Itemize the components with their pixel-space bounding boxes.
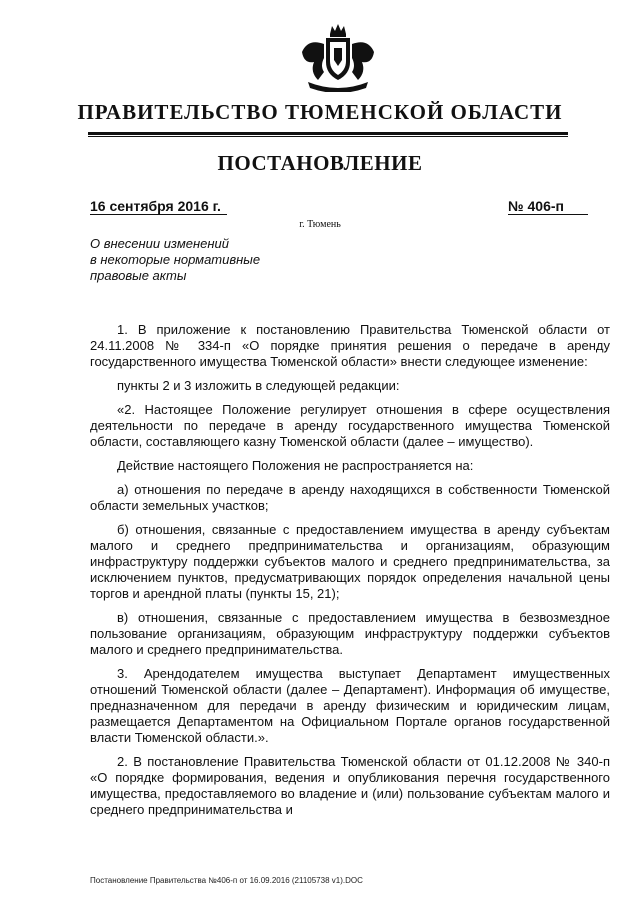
header-rule-thick: [88, 132, 568, 135]
document-city: г. Тюмень: [299, 219, 341, 230]
body-paragraph: а) отношения по передаче в аренду находящихся в собственности Тюменской области земельных участков;: [90, 482, 610, 513]
body-paragraph: б) отношения, связанные с предоставлением имущества в аренду субъектам малого и среднего предпринимательства и организациям, образующим инфраструктуру поддержки субъектов малого и среднего предпринимательства, за исключением пунктов, предусматривающих порядок определения начальной цены торгов и арендной платы (пункты 15, 21);: [90, 522, 610, 601]
body-paragraph: пункты 2 и 3 изложить в следующей редакции:: [117, 378, 400, 393]
body-paragraph: в) отношения, связанные с предоставлением имущества в безвозмездное пользование организациям, образующим инфраструктуру поддержки субъектов малого и среднего предпринимательства.: [90, 610, 610, 657]
coat-of-arms-icon: [294, 22, 382, 92]
body-paragraph: 3. Арендодателем имущества выступает Департамент имущественных отношений Тюменской области (далее – Департамент). Информация об имуществе, предназначенном для передачи в аренду физическим и юридическим лицам, размещается Департаментом на Официальном Портале органов государственной власти Тюменской области.».: [90, 666, 610, 745]
header-rule-thin: [88, 136, 568, 137]
subject-line: в некоторые нормативные: [90, 252, 261, 267]
document-type: ПОСТАНОВЛЕНИЕ: [217, 151, 423, 175]
subject-line: правовые акты: [90, 268, 187, 283]
body-paragraph: «2. Настоящее Положение регулирует отношения в сфере осуществления деятельности по передаче в аренду государственного имущества Тюменской области, составляющего казну Тюменской области (далее – имущество).: [90, 402, 610, 449]
subject-line: О внесении изменений: [90, 236, 229, 251]
document-date: 16 сентября 2016 г.: [90, 198, 227, 215]
document-subject: [90, 236, 350, 284]
body-paragraph: 2. В постановление Правительства Тюменской области от 01.12.2008 № 340-п «О порядке формирования, ведения и опубликования перечня государственного имущества, предоставляемого во владение и (или) пользование субъектам малого и среднего предпринимательства и: [90, 754, 610, 817]
document-body: [90, 322, 610, 826]
document-number: № 406-п: [508, 198, 588, 215]
government-title: ПРАВИТЕЛЬСТВО ТЮМЕНСКОЙ ОБЛАСТИ: [77, 100, 563, 124]
file-footer: Постановление Правительства №406-п от 16.09.2016 (21105738 v1).DOC: [90, 876, 363, 885]
body-paragraph: Действие настоящего Положения не распространяется на:: [117, 458, 474, 473]
body-paragraph: 1. В приложение к постановлению Правительства Тюменской области от 24.11.2008 № 334-п «О порядке принятия решения о передаче в аренду государственного имущества Тюменской области» внести следующее изменение:: [90, 322, 610, 369]
